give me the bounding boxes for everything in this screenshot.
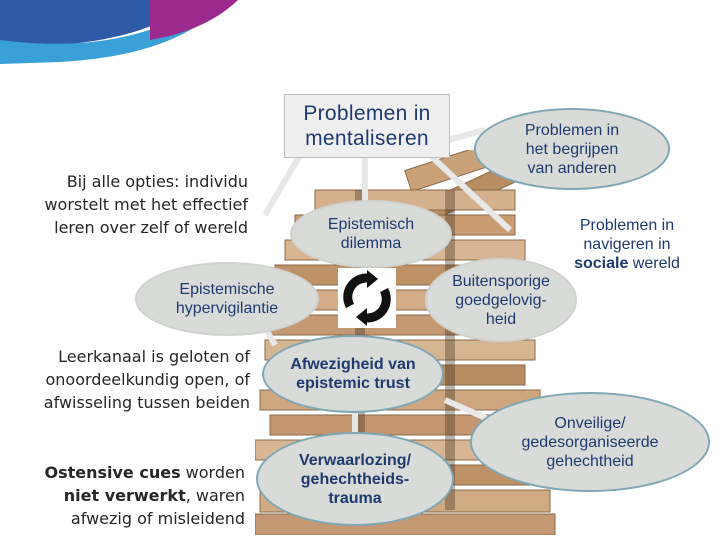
note-learning: Bij alle opties: individu worstelt met het effectief leren over zelf of wereld bbox=[44, 172, 248, 237]
node-buitensporige-goedgelovigheid: Buitensporige goedgelovig-heid bbox=[425, 258, 577, 342]
note-ostensive-cues: Ostensive cues worden niet verwerkt, waren afwezig of misleidend bbox=[44, 463, 245, 528]
node-verwaarlozing-trauma: Verwaarlozing/ gehechtheids-trauma bbox=[256, 432, 454, 526]
central-title: Problemen in mentaliseren bbox=[284, 94, 450, 158]
node-problemen-navigeren: Problemen in navigeren in sociale wereld bbox=[574, 216, 680, 272]
node-afwezigheid-epistemic-trust: Afwezigheid van epistemic trust bbox=[262, 335, 444, 413]
refresh-cycle-icon bbox=[338, 268, 396, 328]
node-epistemisch-dilemma: Epistemisch dilemma bbox=[290, 200, 452, 268]
node-problemen-begrijpen: Problemen in het begrijpen van anderen bbox=[474, 108, 670, 190]
node-epistemische-hypervigilantie: Epistemische hypervigilantie bbox=[135, 262, 319, 336]
note-learning-channel: Leerkanaal is geloten of onoordeelkundig open, of afwisseling tussen beiden bbox=[43, 347, 250, 412]
node-onveilige-gehechtheid: Onveilige/ gedesorganiseerde gehechtheid bbox=[470, 392, 710, 492]
